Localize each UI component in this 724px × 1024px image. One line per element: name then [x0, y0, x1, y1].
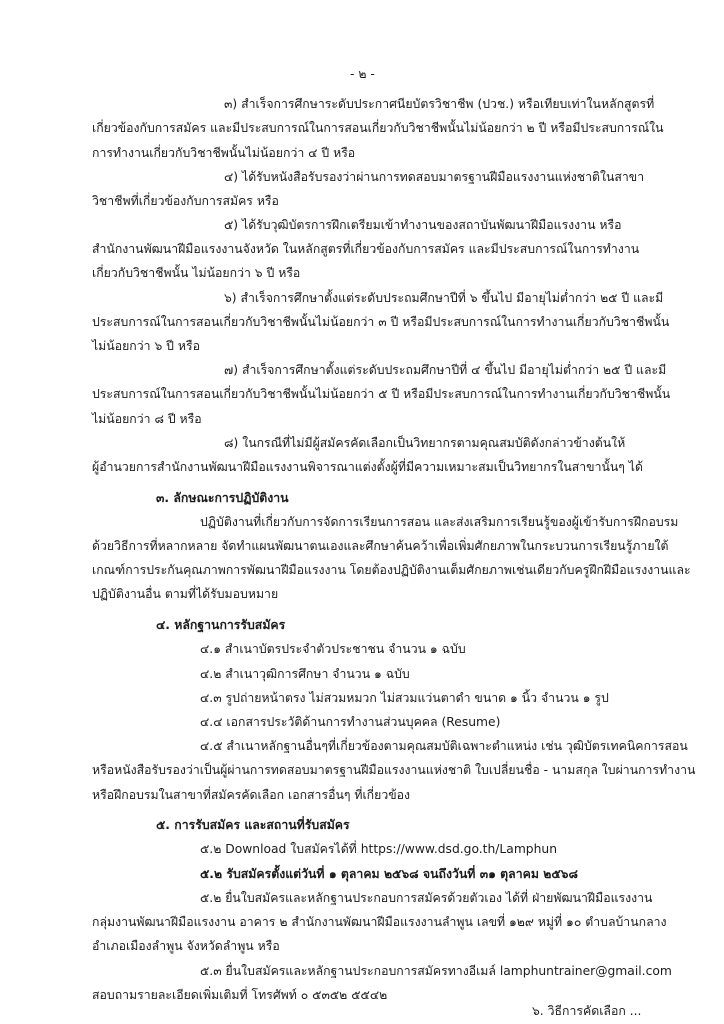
continuation-marker: ๖. วิธีการคัดเลือก ...: [532, 1004, 642, 1018]
text-line: ประสบการณ์ในการสอนเกี่ยวกับวิชาชีพนั้นไม่น้อยกว่า ๓ ปี หรือมีประสบการณ์ในการทำงานเกี่ยวกับวิชาชีพนั้น: [92, 315, 670, 329]
text-line: ๘) ในกรณีที่ไม่มีผู้สมัครคัดเลือกเป็นวิทยากรตามคุณสมบัติดังกล่าวข้างต้นให้: [224, 436, 626, 450]
text-line: ๔.๕ สำเนาหลักฐานอื่นๆที่เกี่ยวข้องตามคุณสมบัติเฉพาะตำแหน่ง เช่น วุฒิบัตรเทคนิคการสอน: [200, 739, 688, 753]
text-line: การทำงานเกี่ยวกับวิชาชีพนั้นไม่น้อยกว่า ๔ ปี หรือ: [92, 146, 356, 160]
page-number: - ๒ -: [350, 67, 375, 81]
text-line: เกี่ยวกับวิชาชีพนั้น ไม่น้อยกว่า ๖ ปี หรือ: [92, 266, 301, 280]
text-line: วิชาชีพที่เกี่ยวข้องกับการสมัคร หรือ: [92, 194, 279, 208]
text-line: ปฏิบัติงานที่เกี่ยวกับการจัดการเรียนการสอน และส่งเสริมการเรียนรู้ของผู้เข้ารับการฝึกอบรม: [200, 515, 679, 529]
text-line: ๔.๑ สำเนาบัตรประจำตัวประชาชน จำนวน ๑ ฉบับ: [200, 642, 466, 656]
text-line: ประสบการณ์ในการสอนเกี่ยวกับวิชาชีพนั้นไม่น้อยกว่า ๕ ปี หรือมีประสบการณ์ในการทำงานเกี่ยวกับวิชาชีพนั้น: [92, 387, 671, 401]
text-line: ปฏิบัติงานอื่น ตามที่ได้รับมอบหมาย: [92, 587, 279, 601]
text-line: อำเภอเมืองลำพูน จังหวัดลำพูน หรือ: [92, 939, 280, 953]
text-line: ไม่น้อยกว่า ๘ ปี หรือ: [92, 412, 202, 426]
text-line: ๔.๒ สำเนาวุฒิการศึกษา จำนวน ๑ ฉบับ: [200, 667, 410, 681]
text-line: เกี่ยวข้องกับการสมัคร และมีประสบการณ์ในการสอนเกี่ยวกับวิชาชีพนั้นไม่น้อยกว่า ๒ ปี หรือมีประสบการณ์ใน: [92, 121, 664, 135]
text-line: สำนักงานพัฒนาฝีมือแรงงานจังหวัด ในหลักสูตรที่เกี่ยวข้องกับการสมัคร และมีประสบการณ์ในการทำงาน: [92, 242, 640, 256]
text-line: ๕.๒ รับสมัครตั้งแต่วันที่ ๑ ตุลาคม ๒๕๖๘ จนถึงวันที่ ๓๑ ตุลาคม ๒๕๖๘: [200, 867, 578, 881]
text-line: เกณฑ์การประกันคุณภาพการพัฒนาฝีมือแรงงาน โดยต้องปฏิบัติงานเต็มศักยภาพเช่นเดียวกับครูฝึกฝีมือแรงงานและ: [92, 563, 691, 577]
text-line: ๖) สำเร็จการศึกษาตั้งแต่ระดับประถมศึกษาปีที่ ๖ ขึ้นไป มีอายุไม่ต่ำกว่า ๒๕ ปี และมี: [224, 291, 664, 305]
text-line: ๕.๒ Download ใบสมัครได้ที่ https://www.dsd.go.th/Lamphun: [200, 842, 557, 856]
text-line: ผู้อำนวยการสำนักงานพัฒนาฝีมือแรงงานพิจารณาแต่งตั้งผู้ที่มีความเหมาะสมเป็นวิทยากรในสาขานั้นๆ ได้: [92, 460, 643, 474]
text-line: สอบถามรายละเอียดเพิ่มเติมที่ โทรศัพท์ ๐ ๕๓๕๒ ๕๕๔๒: [92, 988, 388, 1002]
text-line: ๕.๒ ยื่นใบสมัครและหลักฐานประกอบการสมัครด้วยตัวเอง ได้ที่ ฝ่ายพัฒนาฝีมือแรงงาน: [200, 891, 653, 905]
section-heading: ๓. ลักษณะการปฏิบัติงาน: [156, 491, 289, 505]
text-line: ๕) ได้รับวุฒิบัตรการฝึกเตรียมเข้าทำงานของสถาบันพัฒนาฝีมือแรงงาน หรือ: [224, 218, 622, 232]
section-heading: ๔. หลักฐานการรับสมัคร: [156, 618, 286, 632]
text-line: หรือหนังสือรับรองว่าเป็นผู้ผ่านการทดสอบมาตรฐานฝีมือแรงงานแห่งชาติ ใบเปลี่ยนชื่อ - นามสกุล ใบผ่านการทำงาน: [92, 763, 696, 777]
text-line: ๗) สำเร็จการศึกษาตั้งแต่ระดับประถมศึกษาปีที่ ๔ ขึ้นไป มีอายุไม่ต่ำกว่า ๒๕ ปี และมี: [224, 363, 667, 377]
text-line: ๕.๓ ยื่นใบสมัครและหลักฐานประกอบการสมัครทางอีเมล์ lamphuntrainer@gmail.com: [200, 964, 672, 978]
section-heading: ๕. การรับสมัคร และสถานที่รับสมัคร: [156, 818, 350, 832]
text-line: กลุ่มงานพัฒนาฝีมือแรงงาน อาคาร ๒ สำนักงานพัฒนาฝีมือแรงงานลำพูน เลขที่ ๑๒๙ หมู่ที่ ๑๐ ตำบลบ้านกลาง: [92, 915, 667, 929]
text-line: ด้วยวิธีการที่หลากหลาย จัดทำแผนพัฒนาตนเองและศึกษาค้นคว้าเพื่อเพิ่มศักยภาพในกระบวนการเรียนรู้ภายใต้: [92, 539, 669, 553]
text-line: หรือฝึกอบรมในสาขาที่สมัครคัดเลือก เอกสารอื่นๆ ที่เกี่ยวข้อง: [92, 788, 411, 802]
text-line: ๔.๓ รูปถ่ายหน้าตรง ไม่สวมหมวก ไม่สวมแว่นตาดำ ขนาด ๑ นิ้ว จำนวน ๑ รูป: [200, 691, 609, 705]
text-line: ๔.๔ เอกสารประวัติด้านการทำงานส่วนบุคคล (Resume): [200, 715, 501, 729]
text-line: ไม่น้อยกว่า ๖ ปี หรือ: [92, 339, 200, 353]
text-line: ๓) สำเร็จการศึกษาระดับประกาศนียบัตรวิชาชีพ (ปวช.) หรือเทียบเท่าในหลักสูตรที่: [224, 97, 655, 111]
text-line: ๔) ได้รับหนังสือรับรองว่าผ่านการทดสอบมาตรฐานฝีมือแรงงานแห่งชาติในสาขา: [224, 170, 645, 184]
